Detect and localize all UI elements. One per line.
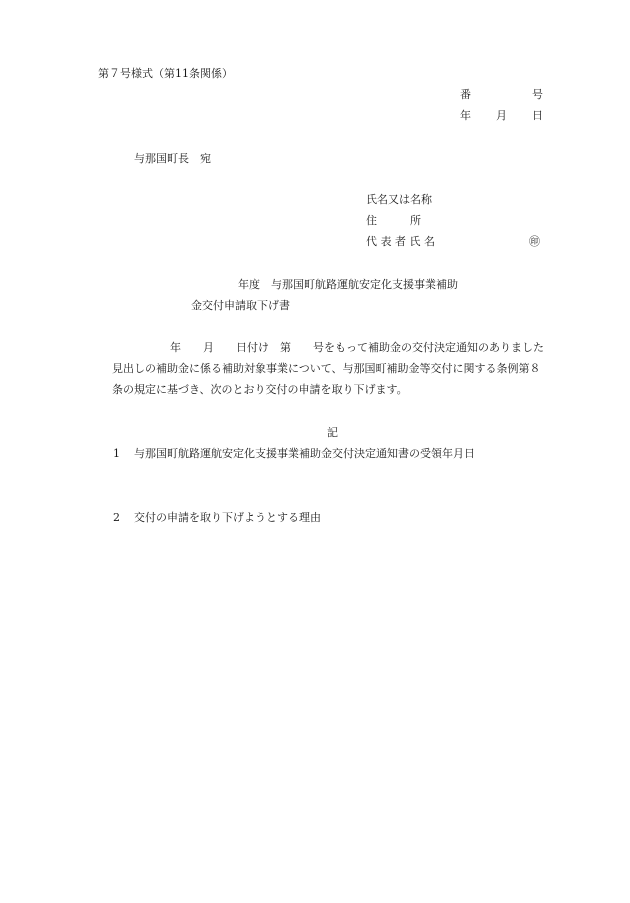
addressee: 与那国町長 宛: [134, 152, 211, 165]
body-line-2: 見出しの補助金に係る補助対象事業について、与那国町補助金等交付に関する条例第８: [112, 362, 541, 375]
number-label-go: 号: [532, 88, 543, 101]
body-line-3: 条の規定に基づき、次のとおり交付の申請を取り下げます。: [112, 383, 408, 396]
seal-mark: ㊞: [529, 235, 540, 248]
body-line-1: 年 月 日付け 第 号をもって補助金の交付決定通知のありました: [170, 341, 544, 354]
item-2-number: 2: [113, 511, 120, 524]
applicant-name-label: 氏名又は名称: [366, 193, 432, 206]
date-day-label: 日: [532, 109, 543, 122]
form-number: 第７号様式（第11条関係）: [98, 67, 233, 80]
ki-heading: 記: [327, 426, 338, 439]
item-1-number: 1: [113, 447, 120, 460]
item-1-text: 与那国町航路運航安定化支援事業補助金交付決定通知書の受領年月日: [134, 447, 475, 460]
date-year-label: 年: [460, 109, 471, 122]
number-label-ban: 番: [460, 88, 471, 101]
document-title-line2: 金交付申請取下げ書: [191, 299, 290, 312]
applicant-representative-label: 代 表 者 氏 名: [366, 235, 435, 248]
item-2-text: 交付の申請を取り下げようとする理由: [134, 511, 321, 524]
date-month-label: 月: [496, 109, 507, 122]
applicant-address-label: 住 所: [366, 214, 421, 227]
document-title-line1: 年度 与那国町航路運航安定化支援事業補助: [238, 278, 458, 291]
